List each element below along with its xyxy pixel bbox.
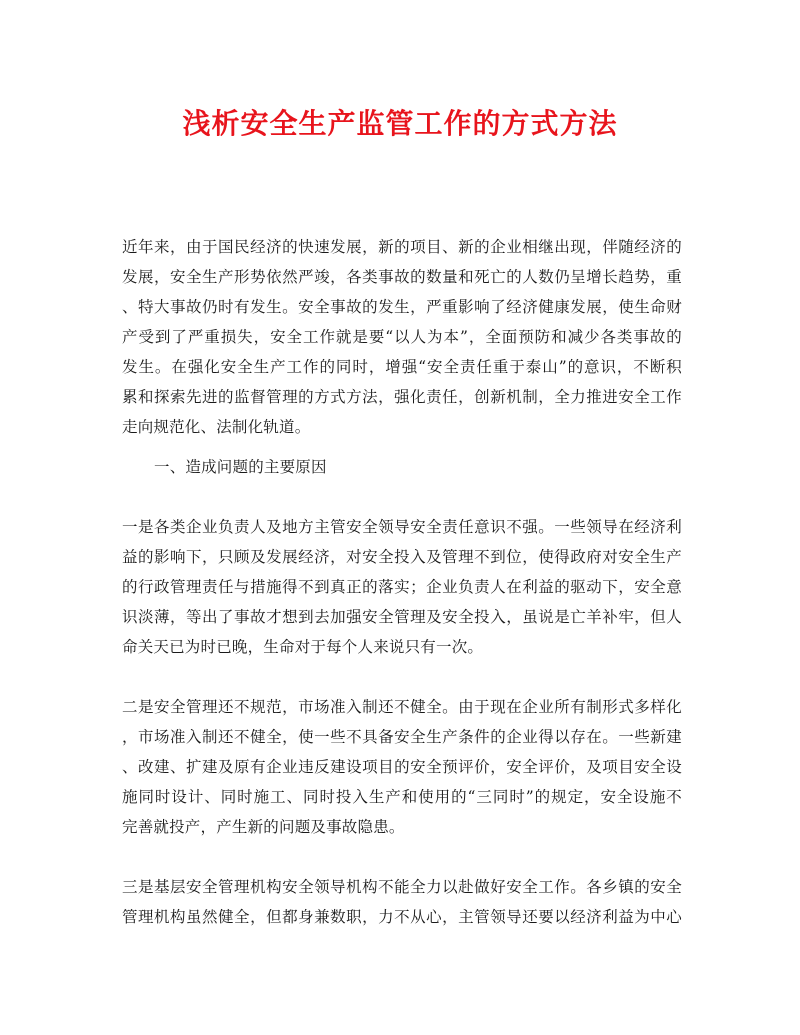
paragraph-reason-1 [122,512,682,662]
text-line: 二是安全管理还不规范，市场准入制还不健全。由于现在企业所有制形式多样化 [122,698,682,716]
text-line: 识淡薄，等出了事故才想到去加强安全管理及安全投入，虽说是亡羊补牢，但人 [122,608,682,626]
text-line: 施同时设计、同时施工、同时投入生产和使用的“三同时”的规定，安全设施不 [122,788,682,806]
text-line: 的行政管理责任与措施得不到真正的落实；企业负责人在利益的驱动下，安全意 [122,578,682,596]
text-line: 命关天已为时已晚，生命对于每个人来说只有一次。 [122,638,484,656]
text-line: 三是基层安全管理机构安全领导机构不能全力以赴做好安全工作。各乡镇的安全 [122,878,682,896]
text-line: 发展，安全生产形势依然严竣，各类事故的数量和死亡的人数仍呈增长趋势，重 [122,268,682,286]
text-line: 、改建、扩建及原有企业违反建设项目的安全预评价，安全评价，及项目安全设 [122,758,682,776]
section-heading: 一、造成问题的主要原因 [154,458,327,476]
text-line: 益的影响下，只顾及发展经济，对安全投入及管理不到位，使得政府对安全生产 [122,548,682,566]
text-line: 完善就投产，产生新的问题及事故隐患。 [122,818,405,836]
paragraph-reason-3 [122,872,682,932]
text-line: 走向规范化、法制化轨道。 [122,418,311,436]
text-line: 发生。在强化安全生产工作的同时，增强“安全责任重于泰山”的意识，不断积 [122,358,682,376]
paragraph-intro [122,232,682,442]
text-line: 累和探索先进的监督管理的方式方法，强化责任，创新机制，全力推进安全工作 [122,388,682,406]
text-line: 近年来，由于国民经济的快速发展，新的项目、新的企业相继出现，伴随经济的 [122,238,682,256]
text-line: 一是各类企业负责人及地方主管安全领导安全责任意识不强。一些领导在经济利 [122,518,682,536]
document-title: 浅析安全生产监管工作的方式方法 [182,107,618,140]
text-line: 产受到了严重损失，安全工作就是要“以人为本”，全面预防和减少各类事故的 [122,328,682,346]
text-line: 管理机构虽然健全，但都身兼数职，力不从心，主管领导还要以经济利益为中心 [122,908,682,926]
text-line: ，市场准入制还不健全，使一些不具备安全生产条件的企业得以存在。一些新建 [122,728,682,746]
paragraph-reason-2 [122,692,682,842]
text-line: 、特大事故仍时有发生。安全事故的发生，严重影响了经济健康发展，使生命财 [122,298,682,316]
